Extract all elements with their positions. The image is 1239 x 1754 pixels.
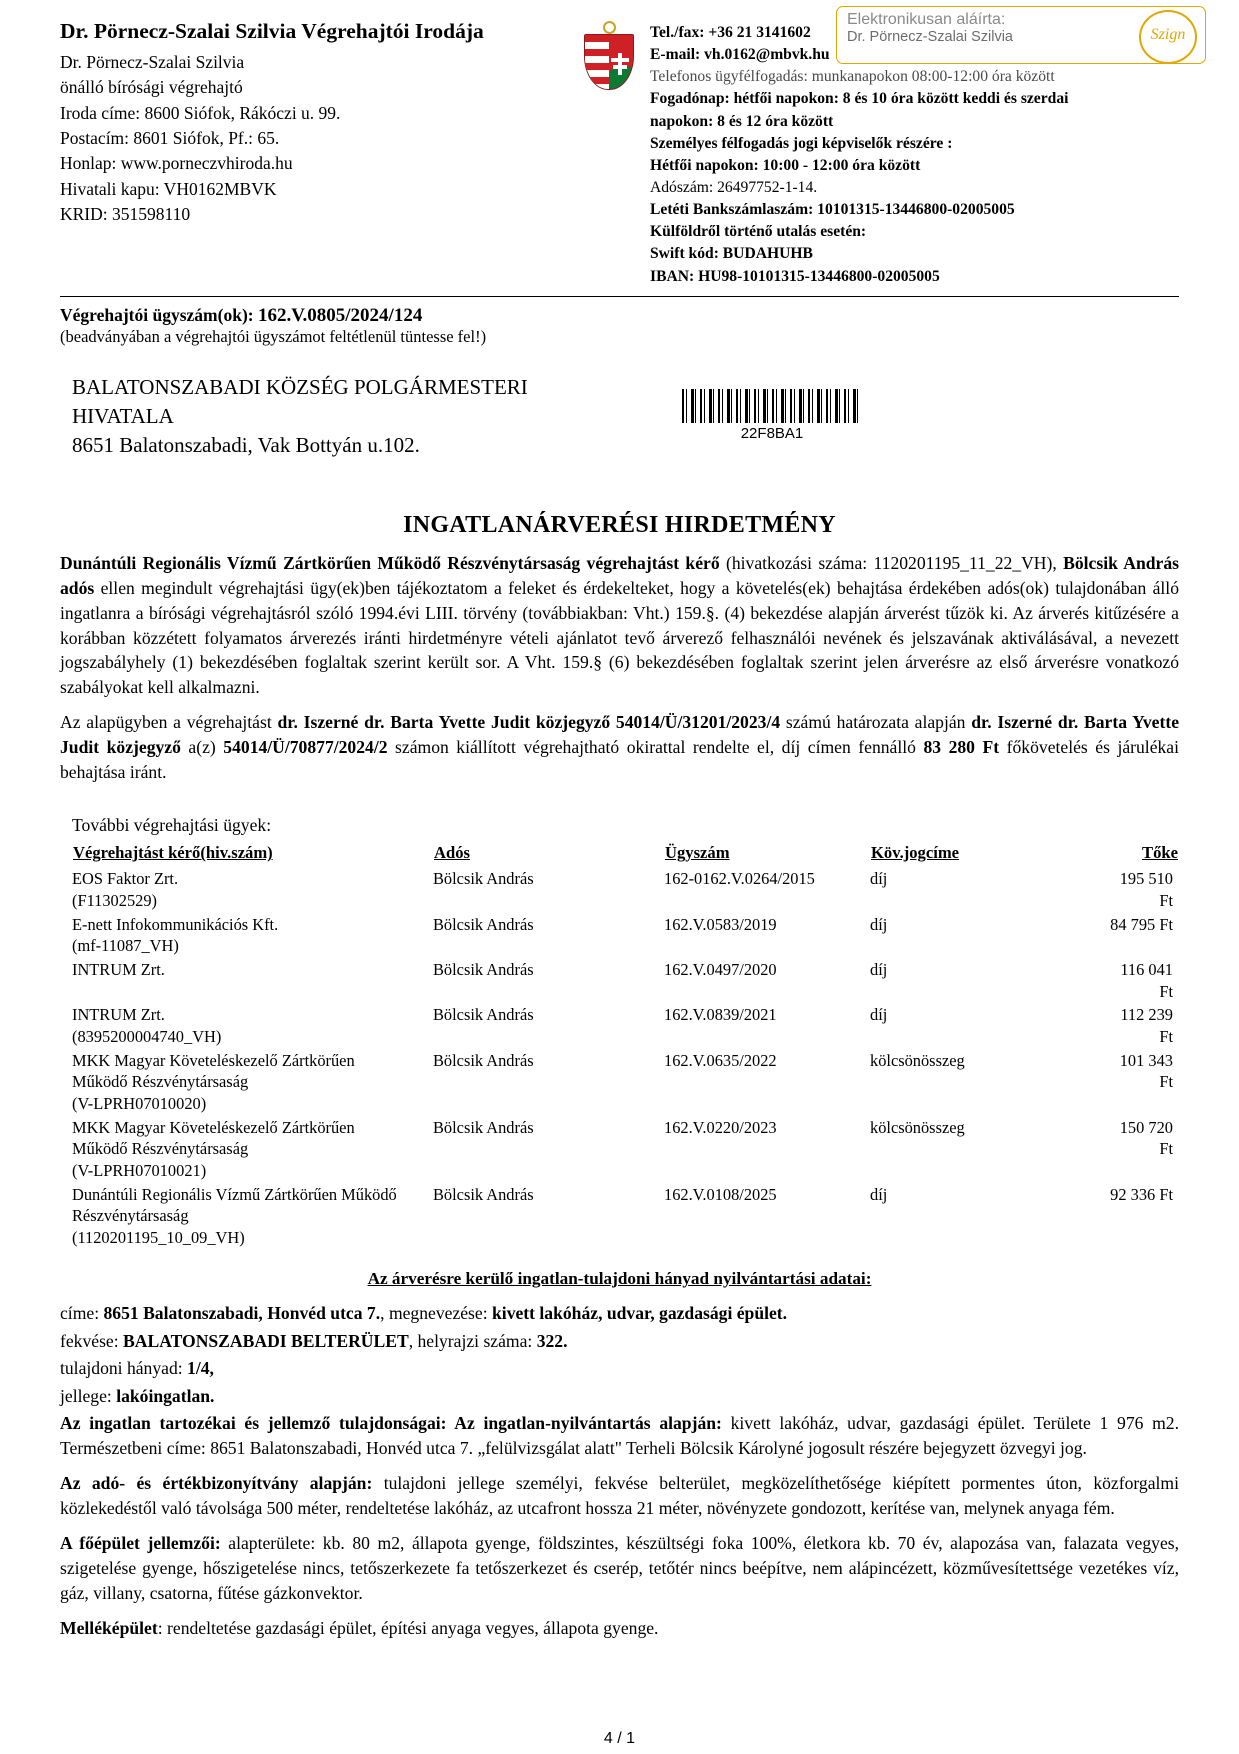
further-cases-title: További végrehajtási ügyek:: [72, 815, 272, 836]
cell-claimtype: díj: [870, 869, 888, 889]
column-header-creditor: Végrehajtást kérő(hiv.szám): [73, 843, 273, 863]
intro-paragraph: [60, 551, 1179, 701]
cell-casenumber: 162.V.0583/2019: [664, 914, 777, 934]
cell-claimtype: díj: [870, 1005, 888, 1025]
signature-seal-icon: [1139, 10, 1197, 64]
main-building-paragraph: [60, 1531, 1179, 1606]
cell-creditor: E-nett Infokommunikációs Kft. (mf-11087_VH): [72, 914, 279, 956]
cell-principal: 116 041 Ft: [1120, 959, 1173, 1001]
outbuilding-body: : rendeltetése gazdasági épület, építési anyaga vegyes, állapota gyenge.: [157, 1618, 659, 1639]
contact-swift: Swift kód: BUDAHUHB: [650, 245, 813, 263]
property-character-label: jellege:: [60, 1385, 117, 1406]
barcode-icon: [682, 389, 862, 423]
addressee-line-3: 8651 Balatonszabadi, Vak Bottyán u.102.: [72, 432, 420, 457]
column-header-debtor: Adós: [434, 843, 470, 863]
esignature-signer: Dr. Pörnecz-Szalai Szilvia: [847, 29, 1013, 45]
case-number-label: Végrehajtói ügyszám(ok):: [60, 304, 254, 325]
case-number-line: [60, 305, 1179, 327]
cell-principal: 101 343 Ft: [1119, 1050, 1173, 1092]
property-type-value: kivett lakóház, udvar, gazdasági épület.: [492, 1303, 788, 1324]
enforcement-mid-2: a(z): [180, 737, 224, 758]
addressee-block: [60, 373, 1179, 460]
property-share-value: 1/4,: [187, 1358, 214, 1379]
cell-principal: 92 336 Ft: [1110, 1184, 1173, 1204]
enforcement-document-number: 54014/Ü/70877/2024/2: [223, 737, 388, 758]
notary-name: dr. Iszerné dr. Barta Yvette Judit közjegyző: [60, 712, 1179, 758]
contact-tax-number: Adószám: 26497752-1-14.: [650, 178, 818, 196]
enforcement-mid-1: számú határozata alapján: [780, 712, 972, 733]
table-row: [72, 913, 1179, 958]
property-accessories-paragraph: [60, 1411, 1179, 1461]
property-share-label: tulajdoni hányad:: [60, 1358, 188, 1379]
cell-debtor: Bölcsik András: [433, 1117, 534, 1137]
table-row: [72, 1003, 1179, 1048]
property-address-value: 8651 Balatonszabadi, Honvéd utca 7.: [103, 1303, 381, 1324]
cell-casenumber: 162.V.0635/2022: [664, 1050, 777, 1070]
property-character-value: lakóingatlan.: [116, 1385, 215, 1406]
letterhead-line: Iroda címe: 8600 Siófok, Rákóczi u. 99.: [60, 102, 341, 123]
table-row: [72, 867, 1179, 912]
main-building-body: alapterülete: kb. 80 m2, állapota gyenge, földszintes, készültségi foka 100%, életkora kb. 70 év, alapozása van, falazata vegyes, szigetelése gyenge, hőszigetelése nincs, tetőszerkezete fa tetőszerkezet és cserép, tetőtér nincs beépítve, nem alápincézett, közművesítettsége vezetékes víz, gáz, villany, csatorna, fűtése gázkonvektor.: [60, 1533, 1179, 1604]
table-header-row: [72, 842, 1179, 867]
letterhead-line: önálló bírósági végrehajtó: [60, 77, 243, 98]
addressee-line-2: HIVATALA: [72, 403, 174, 428]
letterhead-line: Postacím: 8601 Siófok, Pf.: 65.: [60, 128, 280, 148]
letterhead-left: [60, 18, 580, 228]
property-lotnumber-value: 322.: [536, 1330, 568, 1351]
property-valuation-paragraph: [60, 1471, 1179, 1521]
contact-legal-hours: Hétfői napokon: 10:00 - 12:00 óra között: [650, 156, 921, 174]
notary-decision-1: dr. Iszerné dr. Barta Yvette Judit közjegyző 54014/Ü/31201/2023/4: [277, 712, 781, 733]
cell-casenumber: 162.V.0839/2021: [664, 1005, 777, 1025]
office-title: Dr. Pörnecz-Szalai Szilvia Végrehajtói Irodája: [60, 19, 484, 43]
seal-text: Szign: [1150, 26, 1186, 43]
valuation-body: tulajdoni jellege személyi, fekvése belterület, megközelíthetősége kiépített pormentes úton, közforgalmi közlekedéstől való távolsága 500 méter, rendeltetése lakóház, az utcafront hossza 21 méter, növényzete gondozott, kerítése van, melynek anyaga fém.: [60, 1473, 1179, 1519]
cell-creditor: EOS Faktor Zrt. (F11302529): [72, 869, 179, 910]
contact-iban: IBAN: HU98-10101315-13446800-02005005: [650, 267, 940, 285]
cell-creditor: MKK Magyar Követeléskezelő Zártkörűen Működő Részvénytársaság (V-LPRH07010021): [72, 1117, 355, 1180]
contact-bank-account: Letéti Bankszámlaszám: 10101315-13446800-02005005: [650, 201, 1015, 219]
barcode-block: [632, 373, 1179, 460]
case-number-value: 162.V.0805/2024/124: [257, 304, 423, 326]
cell-casenumber: 162.V.0108/2025: [664, 1184, 777, 1204]
letterhead-line: Dr. Pörnecz-Szalai Szilvia: [60, 51, 245, 72]
intro-body: ellen megindult végrehajtási ügy(ek)ben tájékoztatom a feleket és érdekelteket, hogy a követelés(ek) behajtása érdekében adós(ok) tulajdonában álló ingatlanra a bírósági végrehajtásról szóló 1994.évi LIII. törvény (továbbiakban: Vht.) 159.§. (4) bekezdése alapján árverést tűzök ki. Az árverés kitűzésére a korábban közzétett folyamatos árverezés iránti hirdetményre vételi ajánlatot tevő árverező felhasználói nevének és jelszavának aktiválásával, a nevezett jogszabályhely (1) bekezdésében foglaltak szerint került sor. A Vht. 159.§ (6) bekezdésében foglaltak szerint jelen árverésre az első árverésre vonatkozó szabályokat kell alkalmazni.: [60, 577, 1179, 698]
contact-foreign-transfer: Külföldről történő utalás esetén:: [650, 223, 867, 241]
column-header-claimtype: Köv.jogcíme: [871, 843, 960, 863]
cell-creditor: INTRUM Zrt. (8395200004740_VH): [72, 1005, 222, 1046]
property-type-label: , megnevezése:: [380, 1303, 493, 1324]
cell-claimtype: díj: [870, 914, 888, 934]
cell-claimtype: díj: [870, 1184, 888, 1204]
page-title: INGATLANÁRVERÉSI HIRDETMÉNY: [403, 511, 836, 538]
table-row: [72, 958, 1179, 1003]
table-row: [72, 1049, 1179, 1116]
cell-casenumber: 162.V.0220/2023: [664, 1117, 777, 1137]
property-share-line: [60, 1356, 1179, 1382]
property-section-heading: Az árverésre kerülő ingatlan-tulajdoni hányad nyilvántartási adatai:: [367, 1269, 872, 1289]
contact-phone: Tel./fax: +36 21 3141602: [650, 24, 811, 41]
table-row: [72, 1183, 1179, 1250]
main-building-heading: A főépület jellemzői:: [60, 1533, 221, 1554]
contact-phone-hours: Telefonos ügyfélfogadás: munkanapokon 08:00-12:00 óra között: [650, 68, 1055, 86]
letterhead-line: KRID: 351598110: [60, 204, 191, 225]
cell-claimtype: díj: [870, 959, 888, 979]
enforcement-mid-3: számon kiállított végrehajtható okirattal rendelte el, díj címen fennálló: [387, 737, 924, 758]
cell-debtor: Bölcsik András: [433, 869, 534, 889]
cell-creditor: INTRUM Zrt.: [72, 959, 165, 979]
column-header-casenumber: Ügyszám: [665, 843, 730, 863]
further-cases-table: [72, 842, 1179, 1249]
valuation-heading: Az adó- és értékbizonyítvány alapján:: [60, 1473, 373, 1494]
enforcement-lead: Az alapügyben a végrehajtást: [60, 712, 278, 733]
cell-debtor: Bölcsik András: [433, 1050, 534, 1070]
cell-creditor: Dunántúli Regionális Vízmű Zártkörűen Működő Részvénytársaság (1120201195_10_09_VH): [72, 1184, 397, 1247]
creditor-ref: (hivatkozási száma: 1120201195_11_22_VH),: [719, 552, 1064, 573]
contact-legal-reception: Személyes félfogadás jogi képviselők részére :: [650, 134, 953, 152]
property-location-label: fekvése:: [60, 1330, 124, 1351]
column-header-principal: Tőke: [1142, 843, 1178, 863]
cell-principal: 150 720 Ft: [1119, 1117, 1173, 1159]
cell-casenumber: 162-0162.V.0264/2015: [664, 869, 815, 889]
cell-principal: 84 795 Ft: [1110, 914, 1173, 934]
property-address-label: címe:: [60, 1303, 104, 1324]
debtor-name: Bölcsik András adós: [60, 552, 1180, 598]
cell-debtor: Bölcsik András: [433, 959, 534, 979]
letterhead-line: Hivatali kapu: VH0162MBVK: [60, 178, 277, 199]
property-location-line: [60, 1329, 1179, 1355]
esignature-label: Elektronikusan aláírta:: [847, 11, 1006, 28]
enforcement-tail: főkövetelés és járulékai behajtása iránt.: [60, 737, 1179, 783]
header-divider: [60, 296, 1179, 297]
outbuilding-paragraph: [60, 1616, 1179, 1641]
addressee-line-1: BALATONSZABADI KÖZSÉG POLGÁRMESTERI: [72, 374, 528, 399]
cell-creditor: MKK Magyar Követeléskezelő Zártkörűen Működő Részvénytársaság (V-LPRH07010020): [72, 1050, 355, 1113]
accessories-heading: Az ingatlan tartozékai és jellemző tulajdonságai: Az ingatlan-nyilvántartás alapján:: [60, 1413, 722, 1434]
accessories-body: kivett lakóház, udvar, gazdasági épület. Területe 1 976 m2. Természetbeni címe: 8651 Balatonszabadi, Honvéd utca 7. „felülvizsgálat alatt" Terheli Bölcsik Károlyné jogosult részére bejegyzett özvegyi jog.: [60, 1413, 1180, 1459]
cell-casenumber: 162.V.0497/2020: [664, 959, 777, 979]
contact-reception-1: Fogadónap: hétfői napokon: 8 és 10 óra között keddi és szerdai: [650, 90, 1069, 108]
property-lotnumber-label: , helyrajzi száma:: [408, 1330, 537, 1351]
letterhead-line: Honlap: www.porneczvhiroda.hu: [60, 153, 293, 174]
electronic-signature-stamp: [836, 6, 1206, 64]
coat-of-arms-icon: [580, 18, 650, 96]
page-number: 4 / 1: [603, 1730, 636, 1747]
cell-debtor: Bölcsik András: [433, 914, 534, 934]
cell-debtor: Bölcsik András: [433, 1184, 534, 1204]
outbuilding-heading: Melléképület: [60, 1618, 158, 1639]
case-number-note: (beadványában a végrehajtói ügyszámot feltétlenül tüntesse fel!): [60, 326, 487, 346]
cell-debtor: Bölcsik András: [433, 1005, 534, 1025]
property-location-value: BALATONSZABADI BELTERÜLET: [123, 1330, 409, 1351]
property-character-line: [60, 1384, 1179, 1410]
barcode-value: 22F8BA1: [740, 424, 804, 442]
creditor-name: Dunántúli Regionális Vízmű Zártkörűen Működő Részvénytársaság végrehajtást kérő: [60, 552, 720, 573]
claim-amount: 83 280 Ft: [923, 737, 1000, 758]
contact-reception-2: napokon: 8 és 12 óra között: [650, 112, 834, 130]
contact-email: E-mail: vh.0162@mbvk.hu: [650, 46, 830, 64]
table-row: [72, 1116, 1179, 1183]
property-address-line: [60, 1301, 1179, 1327]
cell-principal: 195 510 Ft: [1119, 869, 1173, 910]
cell-claimtype: kölcsönösszeg: [870, 1117, 965, 1137]
cell-principal: 112 239 Ft: [1120, 1005, 1173, 1046]
cell-claimtype: kölcsönösszeg: [870, 1050, 965, 1070]
enforcement-paragraph: [60, 710, 1179, 785]
